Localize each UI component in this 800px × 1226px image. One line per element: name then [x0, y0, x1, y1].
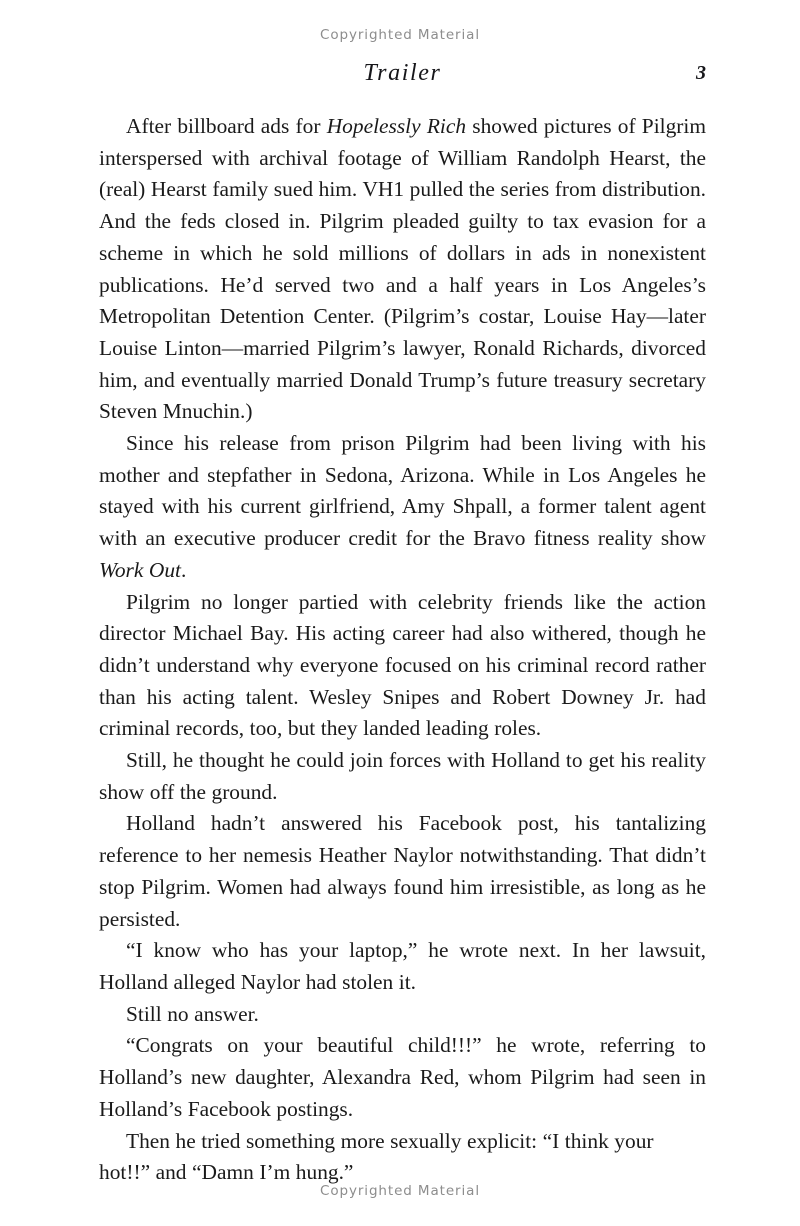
- paragraph: Pilgrim no longer partied with celebrity friends like the action director Michael Bay. His acting career had also withered, though he didn’t understand why everyone focused on his criminal record rather than his acting talent. Wesley Snipes and Robert Downey Jr. had criminal records, too, but they landed leading roles.: [99, 589, 706, 741]
- paragraph: “Congrats on your beautiful child!!!” he wrote, referring to Holland’s new daughter, Alexandra Red, whom Pilgrim had seen in Holland’s Facebook postings.: [99, 1033, 706, 1121]
- paragraph: Still, he thought he could join forces with Holland to get his reality show off the ground.: [99, 748, 706, 804]
- paragraph: Still no answer.: [126, 1001, 259, 1026]
- paragraph: Since his release from prison Pilgrim had been living with his mother and stepfather in Sedona, Arizona. While in Los Angeles he stayed with his current girlfriend, Amy Shpall, a former talent agent with an executive producer credit for the Bravo fitness reality show Work Out.: [99, 431, 706, 582]
- copyright-watermark-bottom: Copyrighted Material: [320, 1183, 480, 1199]
- paragraph: After billboard ads for Hopelessly Rich showed pictures of Pilgrim interspersed with archival footage of William Randolph Hearst, the (real) Hearst family sued him. VH1 pulled the series from distribution. And the feds closed in. Pilgrim pleaded guilty to tax evasion for a scheme in which he sold millions of dollars in ads in nonexistent publications. He’d served two and a half years in Los Angeles’s Metropolitan Detention Center. (Pilgrim’s costar, Louise Hay—later Louise Linton—married Pilgrim’s lawyer, Ronald Richards, divorced him, and eventually married Donald Trump’s future treasury secretary Steven Mnuchin.): [99, 114, 706, 424]
- italic-title: Hopelessly Rich: [326, 114, 467, 138]
- running-head: [99, 60, 706, 90]
- italic-title: Work Out: [99, 557, 182, 582]
- paragraph: Holland hadn’t answered his Facebook post, his tantalizing reference to her nemesis Heather Naylor notwithstanding. That didn’t stop Pilgrim. Women had always found him irresistible, as long as he persisted.: [99, 811, 706, 931]
- paragraph: Then he tried something more sexually explicit: “I think your hot!!” and “Damn I’m hung.”: [99, 1128, 654, 1185]
- page-number: 3: [696, 62, 706, 84]
- copyright-watermark-top: Copyrighted Material: [320, 27, 480, 43]
- paragraph: “I know who has your laptop,” he wrote next. In her lawsuit, Holland alleged Naylor had stolen it.: [99, 938, 706, 994]
- chapter-title: Trailer: [363, 60, 442, 86]
- body-text: [99, 111, 706, 1189]
